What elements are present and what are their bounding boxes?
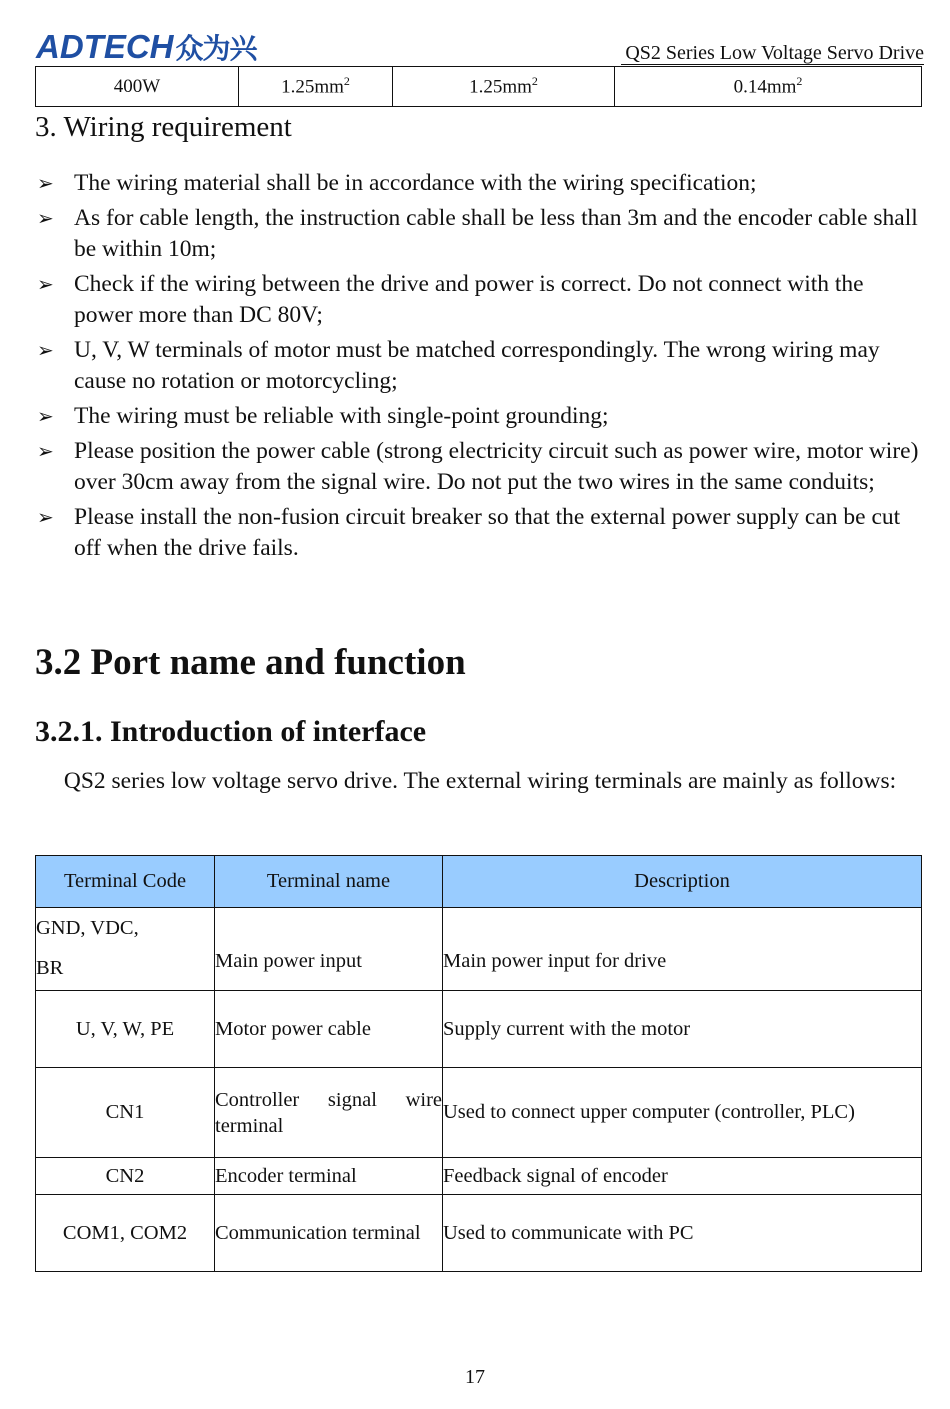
terminal-name-cell: Motor power cable	[215, 991, 443, 1068]
terminal-code-cell: GND, VDC, BR	[36, 908, 215, 991]
terminal-code-cell: CN2	[36, 1158, 215, 1195]
page-number: 17	[465, 1366, 485, 1388]
terminal-code-cell: CN1	[36, 1068, 215, 1158]
table-row	[36, 1158, 922, 1195]
table-cell: $0.14mm^2$	[615, 67, 922, 107]
table-header-row	[36, 856, 922, 908]
right-arrow-bullet-icon: ➢	[37, 206, 54, 230]
header-title: QS2 Series Low Voltage Servo Drive	[621, 42, 924, 65]
terminal-name-cell: Communication terminal	[215, 1195, 443, 1272]
cable-spec-table-fragment	[35, 66, 922, 107]
table-cell: 400W	[36, 67, 239, 107]
list-item: ➢ U, V, W terminals of motor must be matched correspondingly. The wrong wiring may cause no rotation or motorcycling;	[37, 337, 880, 394]
table-row	[36, 908, 922, 991]
header-terminal-code: Terminal Code	[36, 856, 215, 908]
description-cell: Supply current with the motor	[443, 991, 922, 1068]
right-arrow-bullet-icon: ➢	[37, 338, 54, 362]
terminal-name-cell: Encoder terminal	[215, 1158, 443, 1195]
adtech-logo	[36, 28, 257, 68]
list-item: ➢ The wiring must be reliable with single-point grounding;	[35, 401, 925, 432]
description-cell: Used to connect upper computer (controller, PLC)	[443, 1068, 922, 1158]
terminal-name-cell: Main power input	[215, 908, 443, 991]
table-row	[36, 1068, 922, 1158]
list-item: ➢ Check if the wiring between the drive and power is correct. Do not connect with the power more than DC 80V;	[37, 271, 864, 328]
list-item: ➢ The wiring material shall be in accordance with the wiring specification;	[35, 168, 925, 199]
terminal-code-cell: COM1, COM2	[36, 1195, 215, 1272]
table-row	[36, 1195, 922, 1272]
intro-paragraph: QS2 series low voltage servo drive. The external wiring terminals are mainly as follows:	[63, 768, 897, 794]
right-arrow-bullet-icon: ➢	[37, 439, 54, 463]
right-arrow-bullet-icon: ➢	[37, 404, 54, 428]
list-item: ➢ Please position the power cable (strong electricity circuit such as power wire, motor wire) over 30cm away from the signal wire. Do not put the two wires in the same conduits;	[37, 438, 919, 495]
description-cell: Feedback signal of encoder	[443, 1158, 922, 1195]
list-item: ➢ Please install the non-fusion circuit breaker so that the external power supply can be cut off when the drive fails.	[37, 504, 901, 561]
logo-cn-text: 众为兴	[175, 33, 257, 64]
right-arrow-bullet-icon: ➢	[37, 505, 54, 529]
right-arrow-bullet-icon: ➢	[37, 272, 54, 296]
terminal-code-cell: U, V, W, PE	[36, 991, 215, 1068]
wiring-requirement-heading: 3. Wiring requirement	[35, 111, 292, 143]
header-description: Description	[443, 856, 922, 908]
description-cell: Main power input for drive	[443, 908, 922, 991]
description-cell: Used to communicate with PC	[443, 1195, 922, 1272]
table-cell: $1.25mm^2$	[239, 67, 393, 107]
table-row	[36, 67, 922, 107]
section-heading: 3.2 Port name and function	[35, 642, 466, 683]
terminal-name-cell: Controller signal wire terminal	[215, 1068, 443, 1158]
port-table	[35, 855, 922, 1272]
right-arrow-bullet-icon: ➢	[37, 171, 54, 195]
logo-text: ADTECH	[36, 28, 174, 65]
header-terminal-name: Terminal name	[215, 856, 443, 908]
subsection-heading: 3.2.1. Introduction of interface	[35, 715, 427, 748]
table-row	[36, 991, 922, 1068]
list-item: ➢ As for cable length, the instruction cable shall be less than 3m and the encoder cable shall be within 10m;	[37, 205, 918, 262]
wiring-requirement-list	[35, 168, 925, 568]
table-cell: $1.25mm^2$	[393, 67, 615, 107]
